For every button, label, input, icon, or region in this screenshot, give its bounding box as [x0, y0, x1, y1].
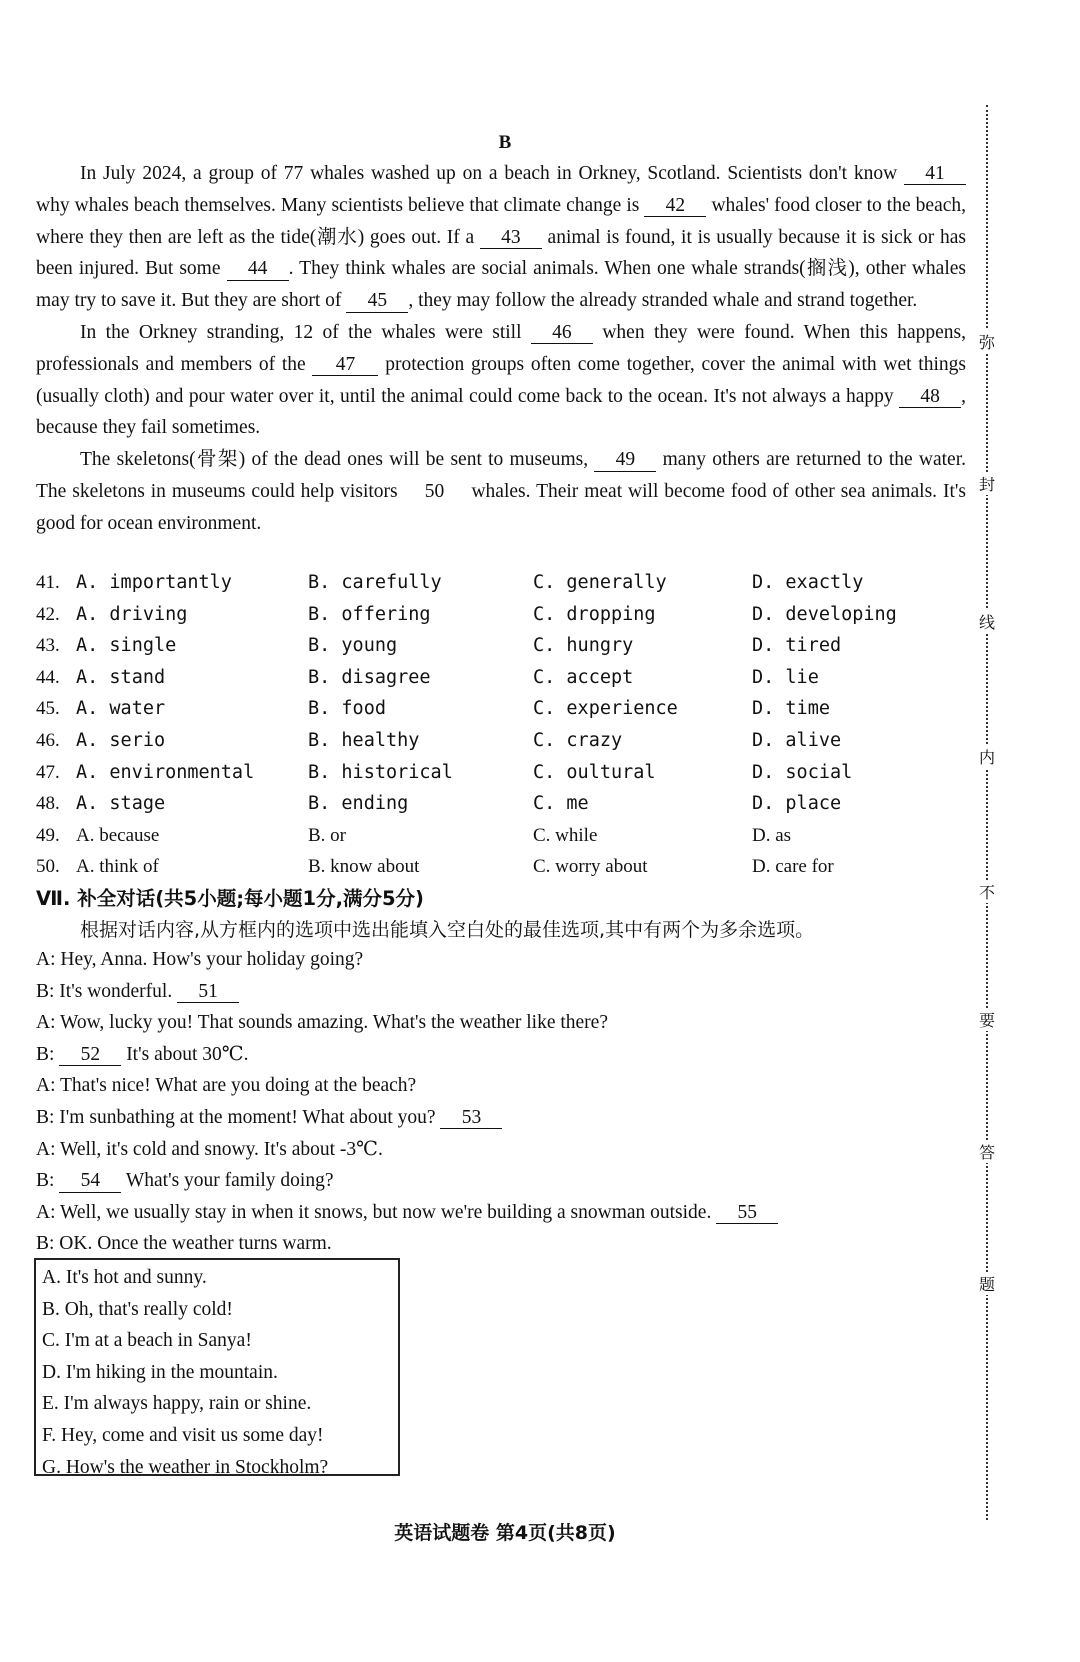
option-a: A. environmental	[76, 761, 255, 783]
question-number: 48.	[36, 793, 60, 815]
choice-item: A. It's hot and sunny.	[42, 1267, 207, 1288]
blank-44: 44	[227, 258, 289, 280]
option-row-46	[36, 730, 966, 762]
binding-char: 内	[978, 745, 996, 768]
question-number: 46.	[36, 729, 60, 751]
text: In July 2024, a group of 77 whales washed up on a beach in Orkney, Scotland. Scientists don't know	[80, 163, 904, 184]
part-7-instruction: 根据对话内容,从方框内的选项中选出能填入空白处的最佳选项,其中有两个为多余选项。	[80, 919, 815, 941]
blank-50: 50	[424, 480, 445, 502]
dialogue-line: A: Hey, Anna. How's your holiday going?	[36, 949, 364, 970]
binding-char: 弥	[978, 330, 996, 353]
option-d: D. social	[752, 761, 853, 783]
blank-42: 42	[644, 195, 706, 217]
option-row-47	[36, 762, 966, 794]
option-a: A. think of	[76, 856, 159, 878]
blank-54: 54	[59, 1170, 121, 1192]
question-number: 41.	[36, 572, 60, 593]
text: many others are returned to the water. The skeletons in museums could help visitors	[36, 449, 967, 502]
binding-char: 线	[978, 610, 996, 633]
dialogue-line: B: OK. Once the weather turns warm.	[36, 1233, 332, 1255]
binding-char: 封	[978, 472, 996, 495]
question-number: 49.	[36, 824, 60, 846]
option-row-45	[36, 698, 966, 730]
text: What's your family doing?	[121, 1170, 334, 1192]
option-d: D. lie	[752, 666, 819, 688]
text: B:	[36, 1043, 60, 1065]
question-number: 42.	[36, 603, 60, 625]
option-d: D. care for	[752, 856, 834, 878]
option-row-49	[36, 825, 966, 857]
text: , they may follow the already stranded whale and strand together.	[408, 290, 918, 312]
dialogue-line: A: Wow, lucky you! That sounds amazing. What's the weather like there?	[36, 1012, 608, 1034]
blank-47: 47	[312, 354, 378, 376]
choice-box	[34, 1258, 400, 1476]
binding-char: 要	[978, 1008, 996, 1031]
blank-49: 49	[594, 449, 656, 471]
text: , because they fail sometimes.	[36, 385, 966, 439]
option-b: B. ending	[308, 793, 409, 815]
question-number: 47.	[36, 761, 60, 783]
option-b: B. or	[308, 824, 346, 846]
question-number: 50.	[36, 856, 60, 878]
text: A: Well, we usually stay in when it snows, but now we're building a snowman outside.	[36, 1201, 717, 1223]
text: B: I'm sunbathing at the moment! What about you?	[36, 1106, 441, 1128]
option-c: C. worry about	[533, 856, 648, 878]
dialogue-line	[36, 1165, 966, 1197]
question-number: 45.	[36, 698, 60, 720]
binding-char: 不	[978, 880, 996, 903]
option-b: B. historical	[308, 761, 453, 783]
option-c: C. while	[533, 824, 598, 846]
paragraph-2	[36, 317, 966, 444]
option-d: D. tired	[752, 635, 842, 657]
option-c: C. crazy	[533, 729, 623, 751]
section-title: B	[498, 132, 512, 153]
option-d: D. developing	[752, 603, 897, 625]
text: . They think whales are social animals. When one whale strands(搁浅), other whales may try to save it. But they are short of	[36, 258, 966, 312]
choice-item: F. Hey, come and visit us some day!	[42, 1424, 324, 1446]
option-d: D. time	[752, 698, 830, 720]
option-c: C. experience	[533, 698, 678, 720]
option-a: A. serio	[76, 729, 166, 751]
option-b: B. know about	[308, 856, 420, 878]
option-row-43	[36, 635, 966, 667]
text: The skeletons(骨架) of the dead ones will be sent to museums,	[80, 449, 595, 471]
option-a: A. stand	[76, 666, 166, 688]
option-b: B. food	[308, 698, 386, 720]
text: animal is found, it is usually because it is sick or has been injured. But some	[36, 226, 966, 280]
option-row-44	[36, 667, 966, 699]
blank-51: 51	[177, 981, 239, 1003]
blank-48: 48	[899, 386, 961, 408]
option-b: B. carefully	[308, 572, 442, 593]
option-c: C. hungry	[533, 635, 634, 657]
blank-52: 52	[59, 1044, 121, 1066]
option-b: B. offering	[308, 603, 431, 625]
option-d: D. place	[752, 793, 842, 815]
option-a: A. stage	[76, 793, 166, 815]
option-b: B. young	[308, 635, 398, 657]
text: why whales beach themselves. Many scientists believe that climate change is	[36, 194, 645, 216]
text: whales' food closer to the beach, where they then are left as the tide(潮水) goes out. If a	[36, 194, 967, 248]
answer-options	[36, 572, 966, 888]
option-b: B. disagree	[308, 666, 431, 688]
option-a: A. importantly	[76, 572, 232, 593]
paragraph-3	[36, 444, 966, 539]
question-number: 43.	[36, 635, 60, 657]
text: when they were found. When this happens, professionals and members of the	[36, 321, 966, 375]
text: It's about 30℃.	[121, 1043, 249, 1065]
binding-char: 答	[978, 1140, 996, 1163]
blank-55: 55	[716, 1202, 778, 1224]
cloze-passage	[36, 158, 966, 540]
choice-item: E. I'm always happy, rain or shine.	[42, 1393, 312, 1415]
binding-dotted-line	[986, 105, 988, 1520]
option-row-42	[36, 604, 966, 636]
option-c: C. accept	[533, 666, 634, 688]
option-c: C. dropping	[533, 603, 656, 625]
dialogue	[36, 944, 966, 1260]
option-d: D. as	[752, 824, 792, 846]
option-row-41	[36, 572, 966, 604]
question-number: 44.	[36, 666, 60, 688]
option-a: A. because	[76, 824, 160, 846]
dialogue-line: A: Well, it's cold and snowy. It's about -3℃.	[36, 1138, 383, 1160]
option-c: C. oultural	[533, 761, 656, 783]
dialogue-line	[36, 976, 966, 1008]
dialogue-line	[36, 1197, 966, 1229]
text: In the Orkney stranding, 12 of the whales were still	[80, 321, 531, 343]
choice-item: D. I'm hiking in the mountain.	[42, 1361, 278, 1383]
option-c: C. generally	[533, 572, 667, 593]
option-c: C. me	[533, 793, 589, 815]
option-a: A. water	[76, 698, 166, 720]
text: B: It's wonderful.	[36, 980, 178, 1002]
blank-45: 45	[346, 290, 408, 312]
dialogue-line: A: That's nice! What are you doing at the beach?	[36, 1075, 417, 1097]
blank-41: 41	[904, 163, 966, 185]
option-a: A. single	[76, 635, 177, 657]
text: whales. Their meat will become food of other sea animals. It's good for ocean environment.	[36, 480, 967, 534]
page-footer: 英语试题卷 第4页(共8页)	[394, 1522, 616, 1544]
choice-item: C. I'm at a beach in Sanya!	[42, 1330, 252, 1352]
option-a: A. driving	[76, 603, 188, 625]
part-7-title: Ⅶ. 补全对话(共5小题;每小题1分,满分5分)	[36, 887, 424, 910]
dialogue-line	[36, 1102, 966, 1134]
dialogue-line	[36, 1039, 966, 1071]
text: protection groups often come together, cover the animal with wet things (usually cloth) and pour water over it, until the animal could come back to the ocean. It's not always a happy	[36, 353, 966, 407]
option-d: D. alive	[752, 729, 842, 751]
choice-item: G. How's the weather in Stockholm?	[42, 1456, 329, 1478]
choice-item: B. Oh, that's really cold!	[42, 1298, 233, 1320]
paragraph-1	[36, 158, 966, 317]
blank-53: 53	[440, 1107, 502, 1129]
blank-46: 46	[531, 322, 593, 344]
option-row-48	[36, 793, 966, 825]
binding-char: 题	[978, 1272, 996, 1295]
option-d: D. exactly	[752, 572, 864, 593]
option-b: B. healthy	[308, 729, 420, 751]
text: B:	[36, 1170, 60, 1192]
blank-43: 43	[480, 227, 542, 249]
